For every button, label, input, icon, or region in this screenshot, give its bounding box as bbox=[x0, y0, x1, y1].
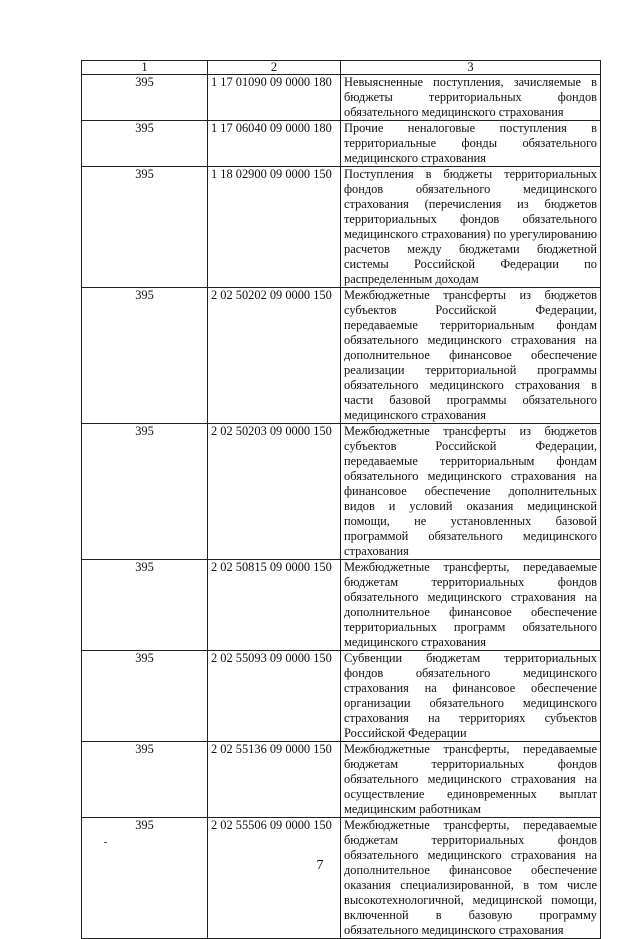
description-cell: Межбюджетные трансферты, передаваемые бюджетам территориальных фондов обязательного медицинского страхования на дополнительное финансовое обеспечение территориальных программ обязательного медицинского страхования bbox=[341, 560, 601, 651]
margin-mark bbox=[104, 842, 107, 843]
header-col-2: 2 bbox=[208, 61, 341, 75]
admin-code-cell: 395 bbox=[82, 818, 208, 939]
admin-code-cell: 395 bbox=[82, 288, 208, 424]
description-cell: Поступления в бюджеты территориальных фондов обязательного медицинского страхования (перечисления из бюджетов территориальных фондов обязательного медицинского страхования) по урегулированию расчетов между бюджетами бюджетной системы Российской Федерации по распределенным доходам bbox=[341, 167, 601, 288]
table-header-row bbox=[82, 61, 601, 75]
admin-code-cell: 395 bbox=[82, 121, 208, 167]
table-body bbox=[82, 61, 601, 939]
budget-code-cell: 2 02 50202 09 0000 150 bbox=[208, 288, 341, 424]
description-cell: Межбюджетные трансферты, передаваемые бюджетам территориальных фондов обязательного медицинского страхования на осуществление единовременных выплат медицинским работникам bbox=[341, 742, 601, 818]
table-row bbox=[82, 424, 601, 560]
budget-code-cell: 1 18 02900 09 0000 150 bbox=[208, 167, 341, 288]
header-col-3: 3 bbox=[341, 61, 601, 75]
budget-code-cell: 2 02 50203 09 0000 150 bbox=[208, 424, 341, 560]
description-cell: Невыясненные поступления, зачисляемые в бюджеты территориальных фондов обязательного медицинского страхования bbox=[341, 75, 601, 121]
admin-code-cell: 395 bbox=[82, 424, 208, 560]
description-cell: Межбюджетные трансферты, передаваемые бюджетам территориальных фондов обязательного медицинского страхования на дополнительное финансовое обеспечение оказания специализированной, в том числе высокотехнологичной, медицинской помощи, включенной в базовую программу обязательного медицинского страхования bbox=[341, 818, 601, 939]
description-cell: Прочие неналоговые поступления в территориальные фонды обязательного медицинского страхования bbox=[341, 121, 601, 167]
table-row bbox=[82, 75, 601, 121]
admin-code-cell: 395 bbox=[82, 75, 208, 121]
admin-code-cell: 395 bbox=[82, 560, 208, 651]
budget-code-cell: 1 17 01090 09 0000 180 bbox=[208, 75, 341, 121]
admin-code-cell: 395 bbox=[82, 651, 208, 742]
table-row bbox=[82, 167, 601, 288]
table-row bbox=[82, 121, 601, 167]
budget-code-cell: 2 02 55136 09 0000 150 bbox=[208, 742, 341, 818]
budget-code-cell: 1 17 06040 09 0000 180 bbox=[208, 121, 341, 167]
admin-code-cell: 395 bbox=[82, 742, 208, 818]
table-row bbox=[82, 818, 601, 939]
budget-code-cell: 2 02 55093 09 0000 150 bbox=[208, 651, 341, 742]
table-row bbox=[82, 651, 601, 742]
page-number: 7 bbox=[316, 858, 324, 873]
header-col-1: 1 bbox=[82, 61, 208, 75]
description-cell: Межбюджетные трансферты из бюджетов субъектов Российской Федерации, передаваемые территориальным фондам обязательного медицинского страхования на дополнительное финансовое обеспечение реализации территориальной программы обязательного медицинского страхования в части базовой программы обязательного медицинского страхования bbox=[341, 288, 601, 424]
table-row bbox=[82, 288, 601, 424]
budget-code-cell: 2 02 55506 09 0000 150 bbox=[208, 818, 341, 939]
admin-code-cell: 395 bbox=[82, 167, 208, 288]
table-row bbox=[82, 742, 601, 818]
table-row bbox=[82, 560, 601, 651]
description-cell: Субвенции бюджетам территориальных фондов обязательного медицинского страхования на финансовое обеспечение организации обязательного медицинского страхования на территориях субъектов Российской Федерации bbox=[341, 651, 601, 742]
budget-codes-table bbox=[81, 60, 601, 939]
budget-code-cell: 2 02 50815 09 0000 150 bbox=[208, 560, 341, 651]
description-cell: Межбюджетные трансферты из бюджетов субъектов Российской Федерации, передаваемые территориальным фондам обязательного медицинского страхования на финансовое обеспечение дополнительных видов и условий оказания медицинской помощи, не установленных базовой программой обязательного медицинского страхования bbox=[341, 424, 601, 560]
